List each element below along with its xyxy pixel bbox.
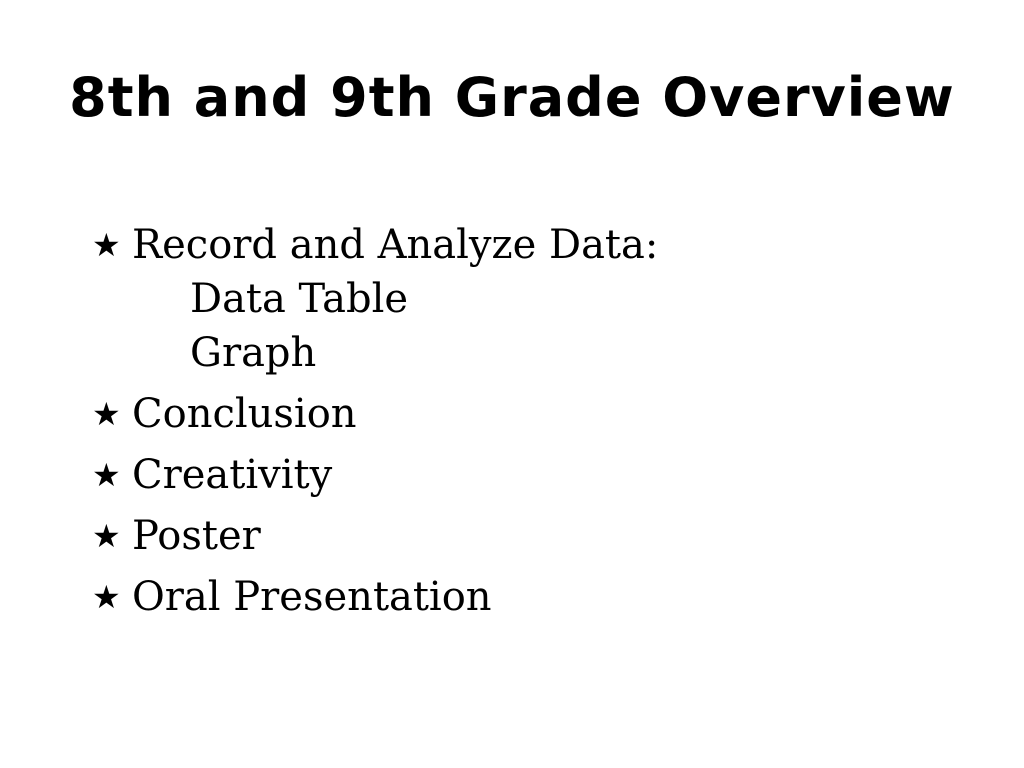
bullet-item-conclusion	[92, 387, 658, 441]
bullet-text: Record and Analyze Data:	[132, 222, 659, 268]
bullet-text: Oral Presentation	[132, 574, 492, 620]
slide-title: 8th and 9th Grade Overview	[69, 66, 955, 129]
bullet-text: Conclusion	[132, 391, 357, 437]
star-icon: ★	[92, 226, 121, 264]
star-icon: ★	[92, 456, 121, 494]
bullet-item-creativity	[92, 448, 658, 502]
bullet-list	[92, 218, 658, 624]
bullet-text: Poster	[132, 513, 261, 559]
bullet-item-record-analyze-data	[92, 218, 658, 380]
sub-item-data-table: Data Table	[190, 276, 409, 322]
sub-item-graph: Graph	[190, 330, 317, 376]
bullet-item-poster	[92, 509, 658, 563]
bullet-item-oral-presentation	[92, 570, 658, 624]
sub-list	[132, 272, 658, 380]
star-icon: ★	[92, 578, 121, 616]
star-icon: ★	[92, 395, 121, 433]
bullet-body	[132, 218, 658, 380]
bullet-text: Creativity	[132, 452, 333, 498]
star-icon: ★	[92, 517, 121, 555]
